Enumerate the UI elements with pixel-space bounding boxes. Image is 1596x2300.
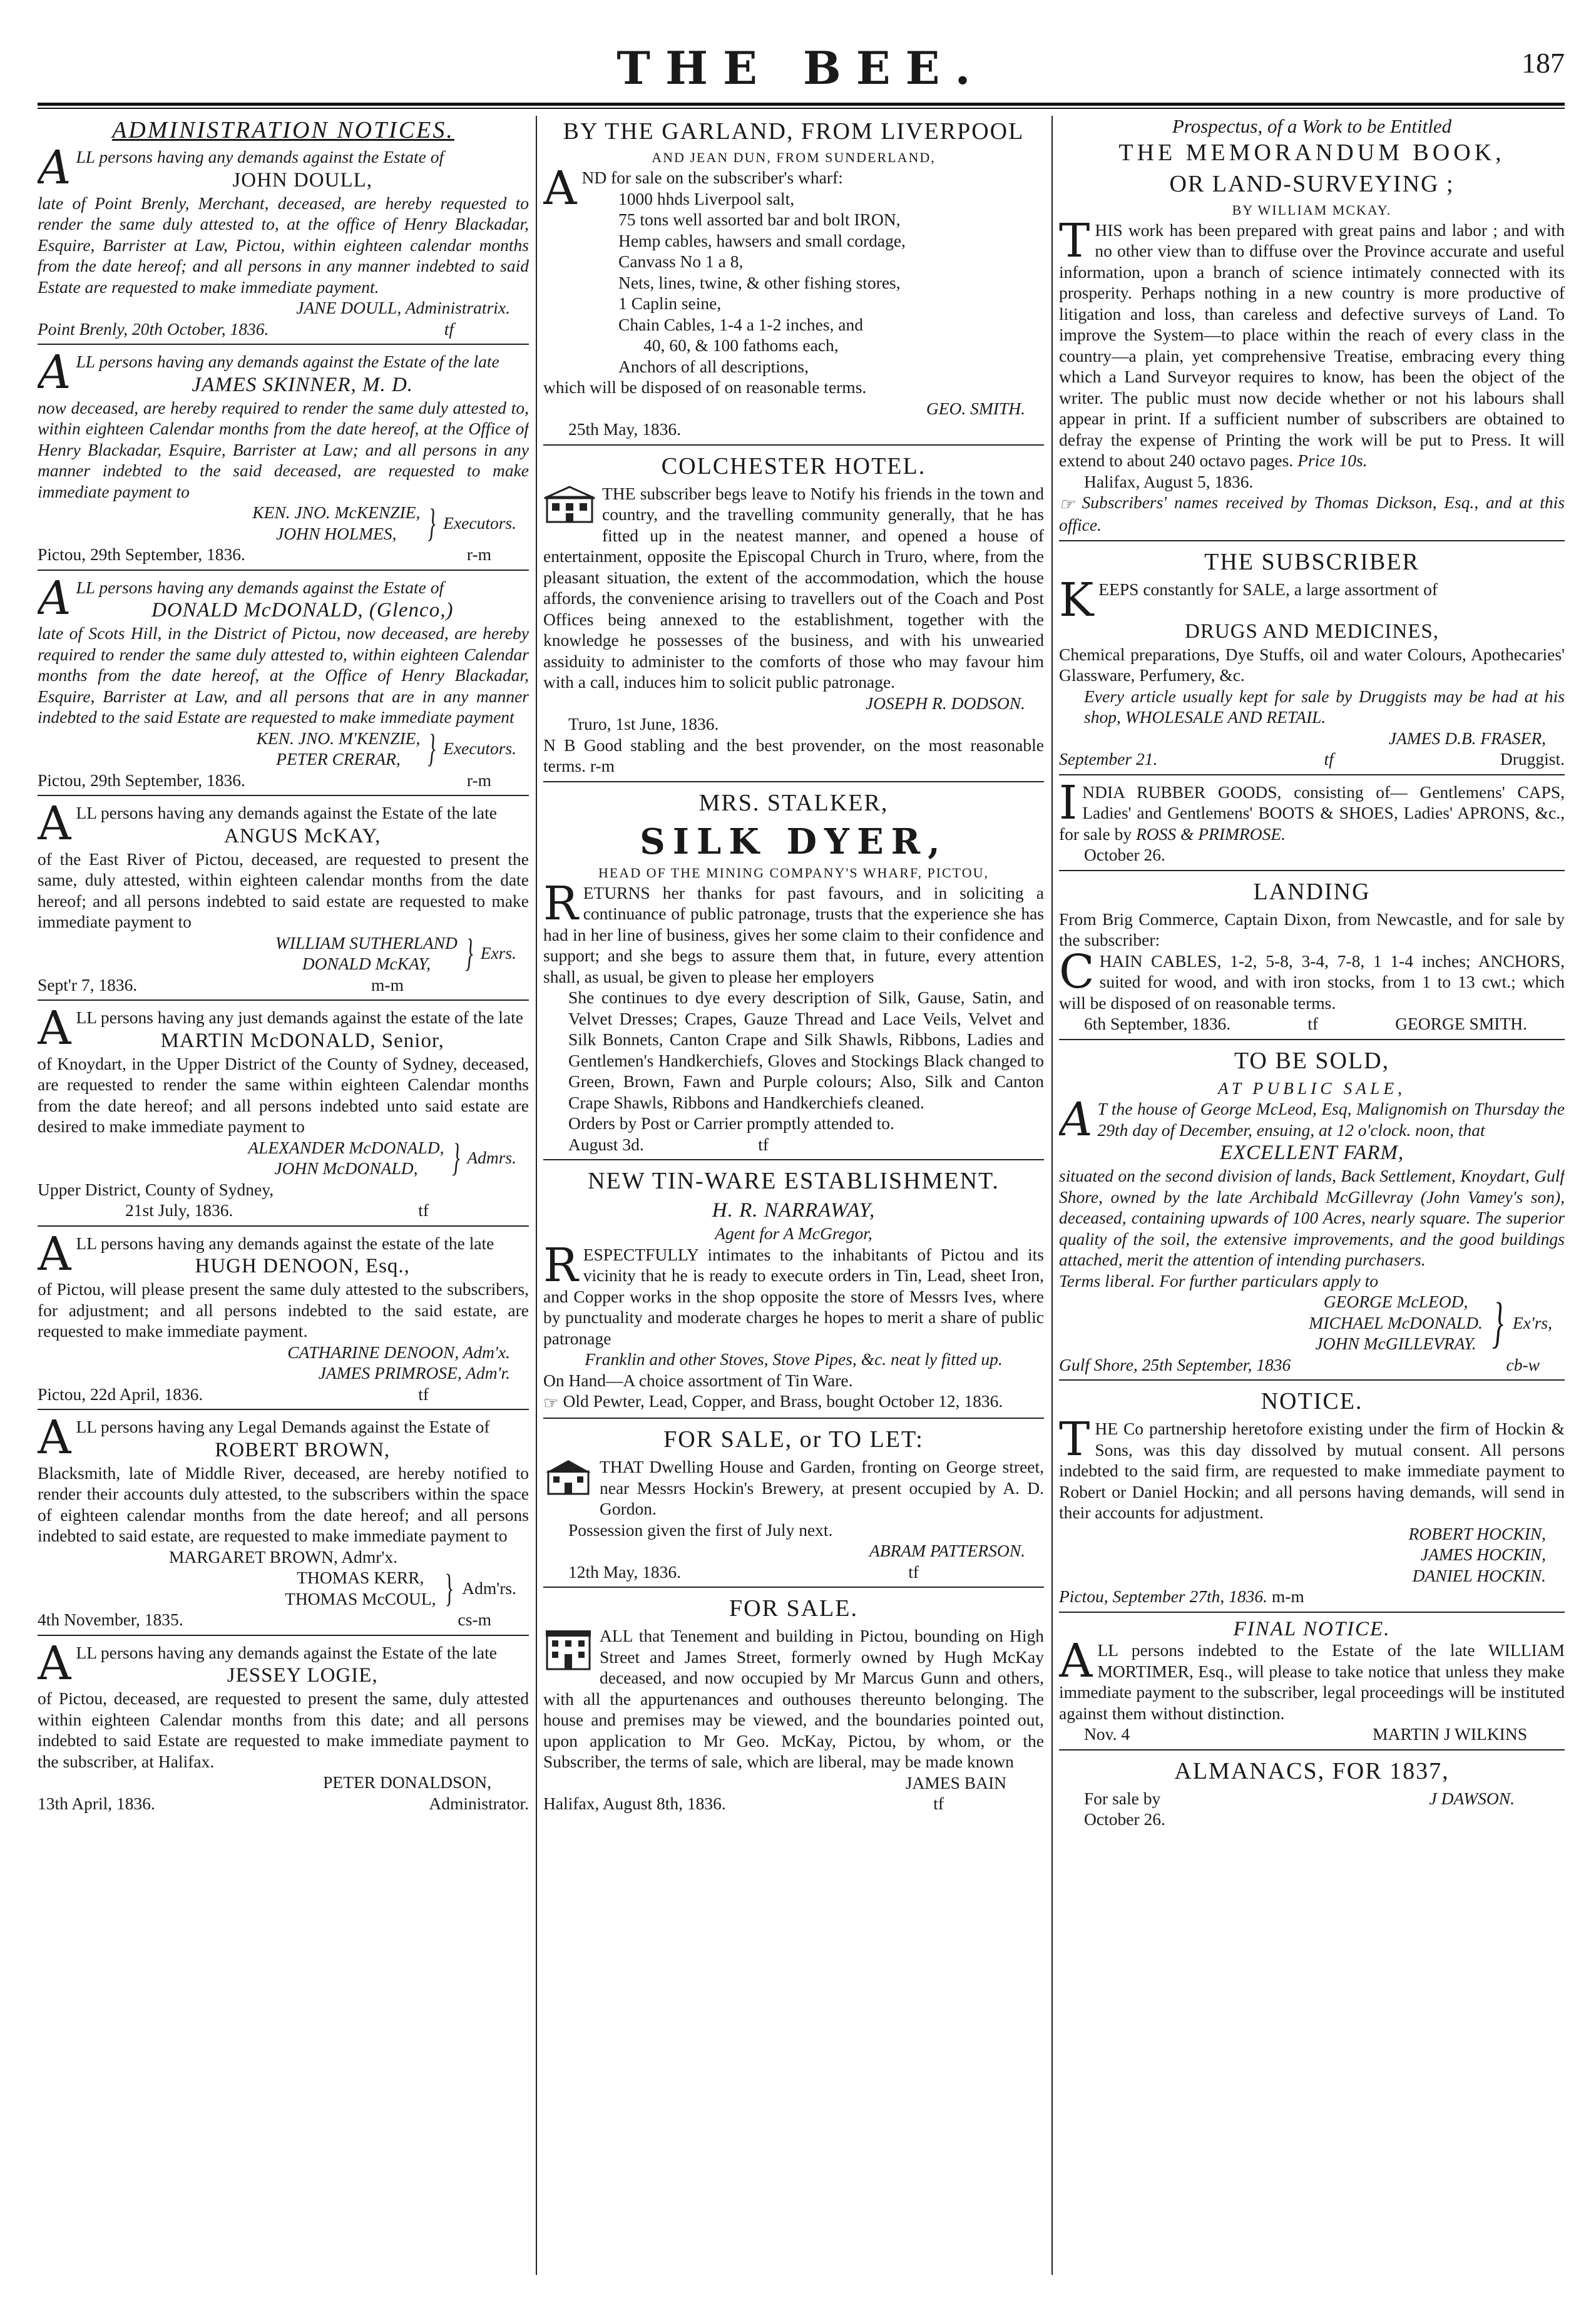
page-number: 187	[1522, 47, 1565, 79]
ad-heading: ALMANACS, FOR 1837,	[1174, 1757, 1450, 1784]
estate-name: DONALD McDONALD, (Glenco,)	[151, 599, 454, 621]
ad-heading: THE SUBSCRIBER	[1204, 548, 1420, 575]
tenement-building-icon	[543, 1627, 593, 1675]
drop-cap: C	[1059, 944, 1095, 999]
goods-list: 1000 hhds Liverpool salt, 75 tons well assorted bar and bolt IRON, Hemp cables, hawsers and small cordage, Canvass No 1 a 8, Nets, lines, twine, & other fishing stores, 1 Caplin seine, Chain Cables, 1-4 a 1-2 inches, and 40, 60, & 100 fathoms each, Anchors of all descriptions,	[618, 188, 906, 376]
ad-tin-ware: NEW TIN-WARE ESTABLISHMENT. H. R. NARRAWAY, Agent for A McGregor, RESPECTFULLY intimates to the inhabitants of Pictou and its vicinity that he is ready to execute orders in Tin, Lead, sheet Iron, and Copper works in the shop opposite the store of Messrs Ives, where by punctuality and moderate charges he hopes to merit a share of public patronage Franklin and other Stoves, Stove Pipes, &c. neat ly fitted up. On Hand—A choice assortment of Tin Ware. ☞ Old Pewter, Lead, Copper, and Brass, bought October 12, 1836.	[543, 1167, 1044, 1419]
drop-cap: A	[38, 141, 71, 195]
drop-cap: A	[38, 345, 71, 399]
notice-martin-mcdonald: ALL persons having any just demands against the estate of the late MARTIN McDONALD, Senior, of Knoydart, in the Upper District of the County of Sydney, deceased, are requested to render the same within eighteen Calendar months from the date hereof; and all persons indebted unto said estate are desired to make immediate payment to ALEXANDER McDONALD, JOHN McDONALD, } Admrs. Upper District, County of Sydney, 21st July, 1836. tf	[38, 1007, 529, 1227]
ad-heading: TO BE SOLD,	[1234, 1047, 1390, 1074]
drop-cap: A	[1059, 1093, 1093, 1147]
estate-name: JOHN DOULL,	[232, 168, 373, 192]
ad-for-sale-or-let: FOR SALE, or TO LET: THAT Dwelling House and Garden, fronting on George street, near Messrs Hockin's Brewery, at present occupied by A. D. Gordon. Possession given the first of July next. ABRAM PATTERSON. 12th May, 1836. tf	[543, 1425, 1044, 1588]
house-icon	[543, 1458, 593, 1500]
administrators: ALEXANDER McDONALD, JOHN McDONALD, } Admrs.	[248, 1137, 516, 1179]
ad-silk-dyer: MRS. STALKER, SILK DYER, HEAD OF THE MINING COMPANY'S WHARF, PICTOU, RETURNS her thanks for past favours, and in soliciting a continuance of public patronage, trusts that the experience she has had in her line of business, gives her some claim to their confidence and support; and she begs to assure them that, in future, every attention shall, as usual, be given to please her employers She continues to dye every description of Silk, Gause, Satin, and Velvet Dresses; Crapes, Gauze Thread and Lace Veils, Velvet and Silk Bonnets, Canton Crape and Silk Shawls, Ribbons, Ladies and Gentlemen's Handkerchiefs, Gloves and Stockings Black changed to Green, Brown, Fawn and Purple colours; Also, Silk and Canton Crape Shawls, Ribbons and Handkerchiefs cleaned. Orders by Post or Carrier promptly attended to. August 3d. tf	[543, 789, 1044, 1161]
ad-heading: FOR SALE, or TO LET:	[663, 1426, 924, 1453]
drop-cap: A	[1059, 1634, 1093, 1689]
notice-angus-mckay: ALL persons having any demands against the Estate of the late ANGUS McKAY, of the East River of Pictou, deceased, are requested to present the same, duly attested, within eighteen calendar months from the date hereof; and all persons indebted to said estate are requested to make immediate payment to WILLIAM SUTHERLAND DONALD McKAY, } Exrs. Sept'r 7, 1836. m-m	[38, 802, 529, 1001]
drop-cap: A	[38, 1001, 71, 1055]
drop-cap: I	[1059, 775, 1078, 830]
masthead	[38, 38, 1565, 113]
ad-hockin-notice: NOTICE. THE Co partnership heretofore existing under the firm of Hockin & Sons, was this day dissolved by mutual consent. All persons indebted to the said firm, are requested to make immediate payment to Robert or Daniel Hockin; and all persons having demands, will send in their accounts for adjustment. ROBERT HOCKIN, JAMES HOCKIN, DANIEL HOCKIN. Pictou, September 27th, 1836. m-m	[1059, 1387, 1565, 1613]
column-divider	[1051, 116, 1053, 2275]
notice-james-skinner: ALL persons having any demands against the Estate of the late JAMES SKINNER, M. D. now deceased, are hereby required to render the same duly attested to, within eighteen Calendar months from the date hereof, at the Office of Henry Blackadar, Esquire, Barrister at Law; and all persons in any manner indebted to the said deceased, are requested to make immediate payment to KEN. JNO. McKENZIE, JOHN HOLMES, } Executors. Pictou, 29th September, 1836. r-m	[38, 351, 529, 571]
executors: KEN. JNO. M'KENZIE, PETER CRERAR, } Executors.	[256, 727, 516, 770]
ad-memorandum-book: Prospectus, of a Work to be Entitled THE MEMORANDUM BOOK, OR LAND-SURVEYING ; BY WILLIAM MCKAY. THIS work has been prepared with great pains and labor ; and with no other view than to diffuse over the Province accurate and useful information, upon a branch of science intimately connected with its prosperity. Perhaps nothing in a new country is more productive of litigation and loss, than careless and defective surveys of Land. To improve the System—to place within the reach of every class in the country—a plain, yet comprehensive Treatise, embracing every thing which a Land Surveyor requires to know, has been the object of the writer. The public must now decide whether or not his labours shall appear in print. If a sufficient number of subscribers are obtained to defray the expense of Printing the work will be put to Press. It will extend to about 240 octavo pages. Price 10s. Halifax, August 5, 1836. ☞ Subscribers' names received by Thomas Dickson, Esq., and at this office.	[1059, 116, 1565, 541]
administrators: THOMAS KERR, THOMAS McCOUL, } Adm'rs.	[285, 1567, 516, 1610]
pointing-hand-icon: ☞	[1059, 494, 1075, 514]
section-heading: ADMINISTRATION NOTICES.	[112, 117, 454, 143]
drop-cap: A	[543, 161, 577, 215]
ad-garland-liverpool: BY THE GARLAND, FROM LIVERPOOL AND JEAN DUN, FROM SUNDERLAND, AND for sale on the subscriber's wharf: 1000 hhds Liverpool salt, 75 tons well assorted bar and bolt IRON, Hemp cables, hawsers and small cordage, Canvass No 1 a 8, Nets, lines, twine, & other fishing stores, 1 Caplin seine, Chain Cables, 1-4 a 1-2 inches, and 40, 60, & 100 fathoms each, Anchors of all descriptions, which will be disposed of on reasonable terms. GEO. SMITH. 25th May, 1836.	[543, 117, 1044, 446]
ad-heading: BY THE GARLAND, FROM LIVERPOOL	[563, 118, 1025, 145]
notice-donald-mcdonald: ALL persons having any demands against the Estate of DONALD McDONALD, (Glenco,) late of Scots Hill, in the District of Pictou, now deceased, are hereby required to render the same duly attested to, within eighteen Calendar months from the date hereof, at the Office of Henry Blackadar, Esquire, Barrister at Law, and all persons that are in any manner indebted to the said Estate are requested to make immediate payment KEN. JNO. M'KENZIE, PETER CRERAR, } Executors. Pictou, 29th September, 1836. r-m	[38, 577, 529, 797]
ad-india-rubber: INDIA RUBBER GOODS, consisting of— Gentlemens' CAPS, Ladies' and Gentlemens' BOOTS & SHOES, Ladies' APRONS, &c., for sale by ROSS & PRIMROSE. October 26.	[1059, 782, 1565, 871]
ad-heading: NEW TIN-WARE ESTABLISHMENT.	[588, 1168, 1000, 1194]
notice-john-doull: ALL persons having any demands against the Estate of JOHN DOULL, late of Point Brenly, Merchant, deceased, are hereby requested to render the same duly attested to, at the office of Henry Blackadar, Esquire, Barrister at Law, Pictou, within eighteen calendar months from the date hereof; and all persons in any manner indebted to said Estate are requested to make immediate payment. JANE DOULL, Administratrix. Point Brenly, 20th October, 1836. tf	[38, 146, 529, 345]
drop-cap: A	[38, 797, 71, 851]
column-2	[543, 116, 1044, 2275]
column-3	[1059, 116, 1565, 2275]
pointing-hand-icon: ☞	[543, 1393, 559, 1413]
ad-heading: LANDING	[1253, 878, 1371, 905]
estate-name: MARTIN McDONALD, Senior,	[160, 1029, 444, 1052]
ad-for-sale-tenement: FOR SALE. ALL that Tenement and building in Pictou, bounding on High Street and James Street, formerly owned by Hugh McKay deceased, and now occupied by Mr Marcus Gunn and others, with all the appurtenances and outhouses thereunto belonging. The house and premises may be viewed, and the boundaries pointed out, upon application to Mr Geo. McKay, Pictou, by whom, or the Subscriber, the terms of sale, which are liberal, may be made known JAMES BAIN Halifax, August 8th, 1836. tf	[543, 1595, 1044, 1814]
estate-name: ROBERT BROWN,	[215, 1438, 391, 1461]
columns	[38, 116, 1565, 2275]
drop-cap: R	[543, 1238, 578, 1292]
newspaper-title: THE BEE.	[616, 41, 986, 95]
ad-heading: NOTICE.	[1261, 1388, 1363, 1415]
column-1	[38, 116, 529, 2275]
executors: WILLIAM SUTHERLAND DONALD McKAY, } Exrs.	[275, 932, 516, 974]
notice-jessey-logie: ALL persons having any demands against the Estate of the late JESSEY LOGIE, of Pictou, deceased, are requested to present the same, duly attested within eighteen Calendar months from this date; and all persons indebted to said Estate are requested to make immediate payment to the subscriber, at Halifax. PETER DONALDSON, 13th April, 1836. Administrator.	[38, 1636, 529, 1813]
hotel-building-icon	[543, 484, 596, 529]
ad-heading: FOR SALE.	[729, 1595, 858, 1622]
drop-cap: A	[38, 1411, 71, 1464]
drop-cap: T	[1059, 213, 1090, 268]
ad-drugs-medicines: THE SUBSCRIBER KEEPS constantly for SALE, a large assortment of DRUGS AND MEDICINES, Chemical preparations, Dye Stuffs, oil and water Colours, Apothecaries' Glassware, Perfumery, &c. Every article usually kept for sale by Druggists may be had at his shop, WHOLESALE AND RETAIL. JAMES D.B. FRASER, September 21. tf Druggist.	[1059, 548, 1565, 775]
masthead-rule	[38, 103, 1565, 109]
estate-name: ANGUS McKAY,	[224, 824, 381, 847]
signature: JANE DOULL, Administratrix.	[296, 298, 510, 317]
ad-heading: COLCHESTER HOTEL.	[661, 452, 926, 479]
drop-cap: R	[543, 876, 578, 931]
estate-name: HUGH DENOON, Esq.,	[195, 1255, 410, 1277]
executors: KEN. JNO. McKENZIE, JOHN HOLMES, } Executors.	[252, 501, 516, 544]
ad-heading: FINAL NOTICE.	[1233, 1617, 1391, 1640]
drop-cap: A	[38, 1227, 71, 1281]
ad-almanacs: ALMANACS, FOR 1837, For sale by J DAWSON. October 26.	[1059, 1757, 1565, 1834]
drop-cap: T	[1059, 1413, 1090, 1467]
estate-name: JESSEY LOGIE,	[227, 1664, 378, 1687]
silk-dyer-title: SILK DYER,	[640, 820, 948, 862]
executors: GEORGE McLEOD, MICHAEL McDONALD. JOHN McGILLEVRAY. } Ex'rs,	[1309, 1291, 1552, 1354]
ad-public-sale-farm: TO BE SOLD, AT PUBLIC SALE, A T the house of George McLeod, Esq, Malignomish on Thursday the 29th day of December, ensuing, at 12 o'clock. noon, that EXCELLENT FARM, situated on the second division of lands, Back Settlement, Knoydart, Gulf Shore, owned by the late Archibald McGillevray (John Vamey's son), deceased, containing upwards of 100 Acres, nearly square. The superior quality of the soil, the extensive improvements, and the good buildings attached, merit the attention of intending purchasers. Terms liberal. For further particulars apply to GEORGE McLEOD, MICHAEL McDONALD. JOHN McGILLEVRAY. } Ex'rs, Gulf Shore, 25th September, 1836 cb-w	[1059, 1046, 1565, 1381]
ad-landing: LANDING From Brig Commerce, Captain Dixon, from Newcastle, and for sale by the subscriber: CHAIN CABLES, 1-2, 5-8, 3-4, 7-8, 1 1-4 inches; ANCHORS, suited for wood, and with iron stocks, from 1 to 13 cwt.; which will be disposed of on reasonable terms. 6th September, 1836. tf GEORGE SMITH.	[1059, 877, 1565, 1040]
ad-colchester-hotel: COLCHESTER HOTEL. THE subscriber begs leave to Notify his friends in the town and country, and the travelling community generally, that he has fitted up in the neatest manner, and opened a house of entertainment, opposite the Episcopal Church in Truro, where, from the pleasant situation, the extent of the accommodation, which the house affords, the convenience arising to travellers out of the Coach and Post Offices being annexed to the establishment, together with the knowledge he possesses of the business, and with his unwearied assiduity to administer to the comforts of those who may favour him with a call, induces him to solicit public patronage. JOSEPH R. DODSON. Truro, 1st June, 1836. N B Good stabling and the best provender, on the most reasonable terms. r-m	[543, 452, 1044, 782]
ad-heading: MRS. STALKER,	[698, 789, 889, 816]
ad-final-notice: FINAL NOTICE. ALL persons indebted to the Estate of the late WILLIAM MORTIMER, Esq., will please to take notice that unless they make immediate payment to the subscriber, legal proceedings will be instituted against them without distinction. Nov. 4 MARTIN J WILKINS	[1059, 1619, 1565, 1751]
notice-hugh-denoon: ALL persons having any demands against the estate of the late HUGH DENOON, Esq., of Pictou, will please present the same duly attested to the subscribers, for adjustment; and all persons indebted to the said estate, are requested to make immediate payment. CATHARINE DENOON, Adm'x. JAMES PRIMROSE, Adm'r. Pictou, 22d April, 1836. tf	[38, 1233, 529, 1411]
column-divider	[536, 116, 537, 2275]
estate-name: JAMES SKINNER, M. D.	[192, 373, 414, 396]
notice-robert-brown: ALL persons having any Legal Demands against the Estate of ROBERT BROWN, Blacksmith, late of Middle River, deceased, are hereby notified to render their accounts duly attested, to the subscribers within the space of eighteen calendar months from the date hereof; and all persons indebted to said estate, are requested to make immediate payment to MARGARET BROWN, Admr'x. THOMAS KERR, THOMAS McCOUL, } Adm'rs. 4th November, 1835. cs-m	[38, 1416, 529, 1636]
drop-cap: A	[38, 571, 71, 625]
drop-cap: K	[1059, 573, 1094, 627]
drop-cap: A	[38, 1636, 71, 1690]
